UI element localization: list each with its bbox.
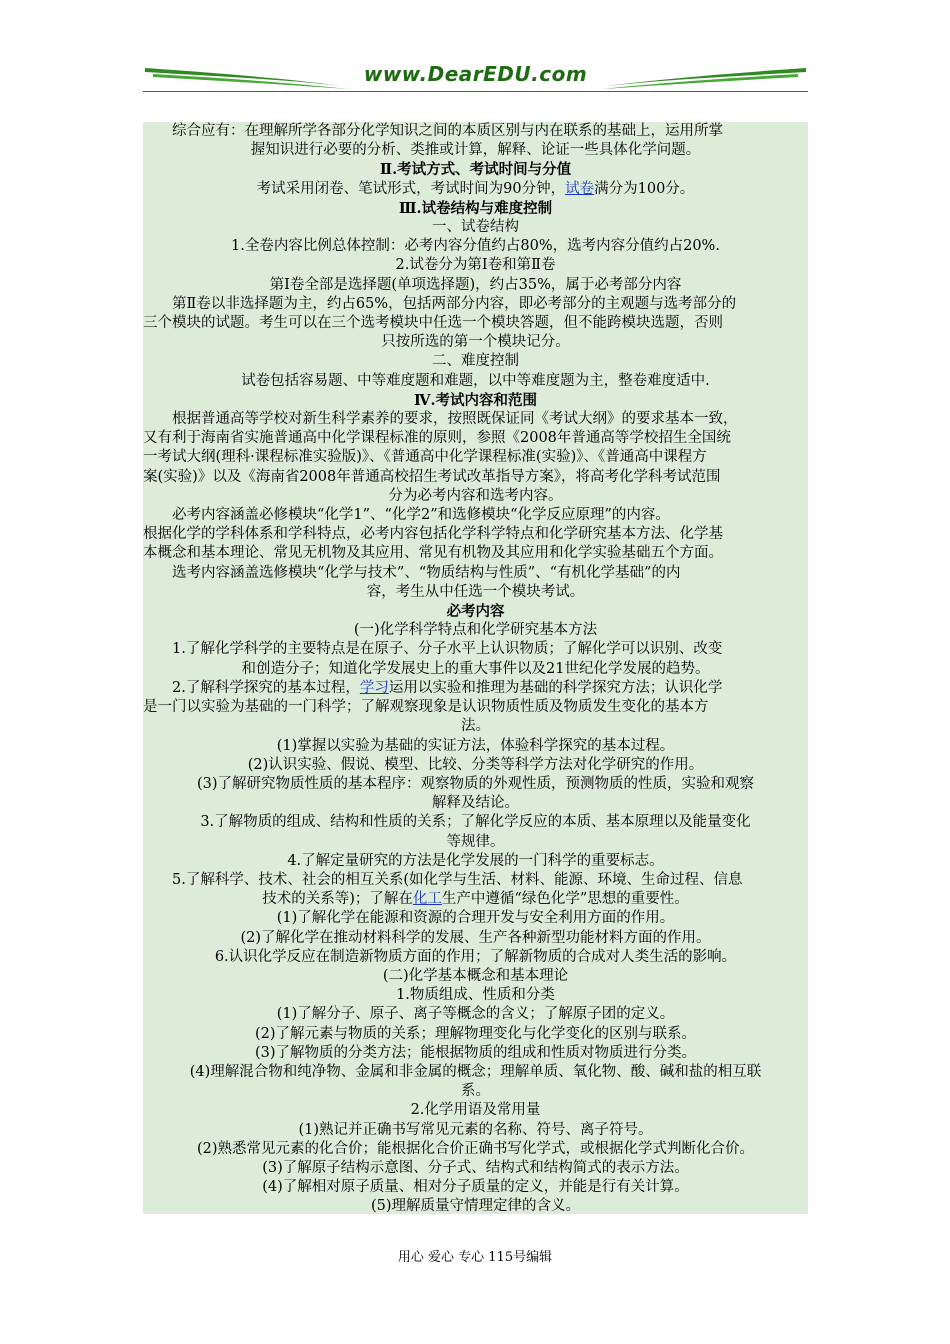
text-line: (4)理解混合物和纯净物、金属和非金属的概念；理解单质、氧化物、酸、碱和盐的相互联 [189, 1063, 762, 1080]
text-segment: 技术的关系等)；了解在 [262, 891, 413, 908]
header-divider [143, 91, 808, 92]
text-line: 1.物质组成、性质和分类 [396, 987, 555, 1004]
text-line: (4)了解相对原子质量、相对分子质量的定义，并能是行有关计算。 [262, 1179, 689, 1196]
site-header [143, 58, 808, 92]
text-line: 必考内容涵盖必修模块“化学1”、“化学2”和选修模块“化学反应原理”的内容。 [172, 507, 670, 524]
text-line: 根据普通高等学校对新生科学素养的要求，按照既保证同《考试大纲》的要求基本一致， [172, 411, 738, 428]
text-line: 2.试卷分为第Ⅰ卷和第Ⅱ卷 [395, 257, 556, 274]
text-line: 选考内容涵盖选修模块“化学与技术”、“物质结构与性质”、“有机化学基础”的内 [172, 564, 681, 581]
text-line: 1.全卷内容比例总体控制：必考内容分值约占80%，选考内容分值约占20%. [231, 238, 720, 255]
text-line: 只按所选的第一个模块记分。 [381, 334, 570, 351]
text-line: (二)化学基本概念和基本理论 [382, 967, 569, 984]
text-line: (2)熟悉常见元素的化合价；能根据化合价正确书写化学式，或根据化学式判断化合价。 [196, 1140, 755, 1157]
text-line: 分为必考内容和选考内容。 [388, 487, 563, 504]
text-line [143, 890, 808, 909]
inline-link[interactable]: 学习 [359, 679, 389, 696]
text-segment: 生产中遵循“绿色化学”思想的重要性。 [441, 891, 689, 908]
text-line: 三个模块的试题。考生可以在三个选考模块中任选一个模块答题，但不能跨模块选题，否则 [143, 315, 723, 332]
text-line: (一)化学科学特点和化学研究基本方法 [353, 622, 598, 639]
text-line: 试卷包括容易题、中等难度题和难题，以中等难度题为主，整卷难度适中. [241, 372, 710, 389]
text-line: 一、试卷结构 [432, 219, 519, 236]
text-line: (2)了解化学在推动材料科学的发展、生产各种新型功能材料方面的作用。 [240, 929, 711, 946]
text-line: 又有利于海南省实施普通高中化学课程标准的原则，参照《2008年普通高等学校招生全国统 [143, 430, 731, 447]
section-heading: Ⅱ.考试方式、考试时间与分值 [379, 161, 572, 179]
text-line: 解释及结论。 [432, 795, 519, 812]
text-line: (1)了解化学在能源和资源的合理开发与安全利用方面的作用。 [276, 910, 675, 927]
text-segment: 运用以实验和推理为基础的科学探究方法；认识化学 [388, 679, 723, 696]
text-line: 根据化学的学科体系和学科特点，必考内容包括化学科学特点和化学研究基本方法、化学基 [143, 526, 723, 543]
section-heading: 必考内容 [446, 603, 505, 621]
text-line [143, 180, 808, 199]
text-line: 4.了解定量研究的方法是化学发展的一门科学的重要标志。 [287, 852, 664, 869]
text-line: 3.了解物质的组成、结构和性质的关系；了解化学反应的本质、基本原理以及能量变化 [200, 814, 751, 831]
text-line: 和创造分子；知道化学发展史上的重大事件以及21世纪化学发展的趋势。 [241, 660, 710, 677]
text-line: (1)了解分子、原子、离子等概念的含义；了解原子团的定义。 [276, 1006, 675, 1023]
inline-link[interactable]: 试卷 [565, 180, 595, 197]
text-line: (1)掌握以实验为基础的实证方法，体验科学探究的基本过程。 [276, 737, 675, 754]
inline-link[interactable]: 化工 [412, 891, 442, 908]
text-line: (1)熟记并正确书写常见元素的名称、符号、离子符号。 [298, 1121, 653, 1138]
text-line: 1.了解化学科学的主要特点是在原子、分子水平上认识物质；了解化学可以识别、改变 [172, 641, 723, 658]
text-line: 是一门以实验为基础的一门科学；了解观察现象是认识物质性质及物质发生变化的基本方 [143, 699, 709, 716]
text-segment: 满分为100分。 [594, 180, 695, 197]
text-line: 二、难度控制 [432, 353, 519, 370]
text-line: 2.化学用语及常用量 [410, 1102, 541, 1119]
text-line: 综合应有：在理解所学各部分化学知识之间的本质区别与内在联系的基础上，运用所掌 [172, 123, 723, 139]
text-line [143, 679, 808, 698]
text-line: 系。 [461, 1083, 490, 1100]
text-line: 本概念和基本理论、常见无机物及其应用、常见有机物及其应用和化学实验基础五个方面。 [143, 545, 723, 562]
text-line: 5.了解科学、技术、社会的相互关系(如化学与生活、材料、能源、环境、生命过程、信息 [172, 871, 743, 888]
text-line: (5)理解质量守情理定律的含义。 [370, 1198, 581, 1215]
text-line: 第Ⅱ卷以非选择题为主，约占65%，包括两部分内容，即必考部分的主观题与选考部分的 [172, 295, 737, 312]
text-segment: 考试采用闭卷、笔试形式，考试时间为90分钟， [256, 180, 566, 197]
text-line: 容，考生从中任选一个模块考试。 [366, 583, 585, 600]
text-line: (2)了解元素与物质的关系；理解物理变化与化学变化的区别与联系。 [254, 1025, 697, 1042]
text-line: 一考试大纲(理科·课程标准实验版)》、《普通高中化学课程标准(实验)》、《普通高中课程方 [143, 449, 707, 466]
document-body [143, 122, 808, 1214]
text-segment: 2.了解科学探究的基本过程， [172, 679, 360, 696]
text-line: (3)了解物质的分类方法；能根据物质的组成和性质对物质进行分类。 [254, 1044, 697, 1061]
text-line: (3)了解研究物质性质的基本程序：观察物质的外观性质，预测物质的性质，实验和观察 [196, 775, 755, 792]
text-line: (3)了解原子结构示意图、分子式、结构式和结构简式的表示方法。 [262, 1159, 689, 1176]
text-line: 6.认识化学反应在制造新物质方面的作用；了解新物质的合成对人类生活的影响。 [214, 948, 737, 965]
text-line: 等规律。 [446, 833, 505, 850]
page-footer: 用心 爱心 专心 115号编辑 [397, 1250, 553, 1265]
section-heading: Ⅲ.试卷结构与难度控制 [398, 199, 553, 217]
text-line: 案(实验)》以及《海南省2008年普通高校招生考试改革指导方案》，将高考化学科考试范围 [143, 468, 721, 485]
text-line: 法。 [461, 718, 490, 735]
text-line: (2)认识实验、假说、模型、比较、分类等科学方法对化学研究的作用。 [247, 756, 704, 773]
site-logo[interactable]: www.DearEDU.com [363, 62, 588, 86]
text-line: 握知识进行必要的分析、类推或计算，解释、论证一些具体化学问题。 [250, 142, 701, 159]
section-heading: Ⅳ.考试内容和范围 [413, 391, 537, 409]
text-line: 第Ⅰ卷全部是选择题(单项选择题)，约占35%，属于必考部分内容 [269, 276, 682, 293]
